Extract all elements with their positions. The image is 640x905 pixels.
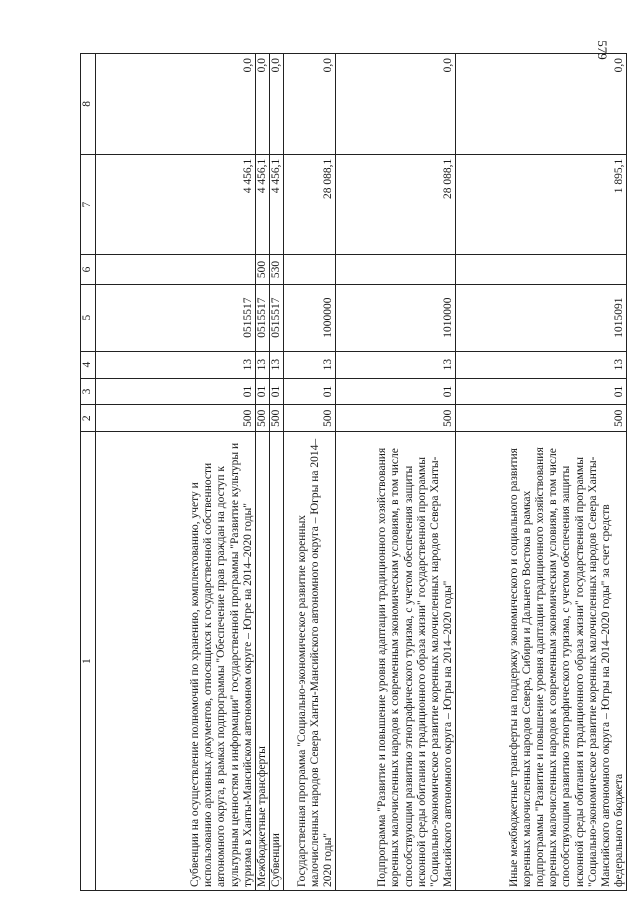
row-description: Межбюджетные трансферты xyxy=(256,432,270,891)
cell-c5: 0515517 xyxy=(256,284,270,351)
column-header: 5 xyxy=(81,284,96,351)
table-row xyxy=(284,54,336,891)
cell-c2: 500 xyxy=(456,405,627,432)
cell-c4: 13 xyxy=(284,351,336,378)
page-number: 579 xyxy=(594,40,610,60)
cell-c7: 1 895,1 xyxy=(456,154,627,255)
cell-c4: 13 xyxy=(256,351,270,378)
column-header: 6 xyxy=(81,255,96,284)
column-header: 8 xyxy=(81,54,96,155)
budget-table-wrapper xyxy=(80,53,640,891)
cell-c3: 01 xyxy=(284,378,336,405)
cell-c8: 0,0 xyxy=(270,54,284,155)
cell-c4: 13 xyxy=(456,351,627,378)
cell-c5: 1010000 xyxy=(336,284,456,351)
row-description: Иные межбюджетные трансферты на поддержку экономического и социального развития коренных малочисленных народов Севера, Сибири и Дальнего Востока в рамках подпрограммы "Развитие и повышение уровня адаптации традиционного хозяйствования коренных малочисленных народов к современным экономическим условиям, в том числе способствующим развитию этнографического туризма, с учетом обеспечения защиты исконной среды обитания и традиционного образа жизни" государственной программы "Социально-экономическое развитие коренных малочисленных народов Севера Ханты-Мансийского автономного округа – Югры на 2014–2020 годы" за счет средств федерального бюджета xyxy=(456,432,627,891)
table-row xyxy=(456,54,627,891)
row-description: Субвенции xyxy=(270,432,284,891)
table-header-row xyxy=(81,54,96,891)
cell-c7: 28 088,1 xyxy=(284,154,336,255)
cell-c2: 500 xyxy=(336,405,456,432)
rotated-page-area xyxy=(80,53,640,891)
cell-c2: 500 xyxy=(270,405,284,432)
table-row xyxy=(270,54,284,891)
cell-c8: 0,0 xyxy=(256,54,270,155)
cell-c6: 500 xyxy=(256,255,270,284)
cell-c7: 4 456,1 xyxy=(270,154,284,255)
row-description: Подпрограмма "Развитие и повышение уровня адаптации традиционного хозяйствования коренных малочисленных народов к современным экономическим условиям, в том числе способствующим развитию этнографического туризма, с учетом обеспечения защиты исконной среды обитания и традиционного образа жизни" государственной программы "Социально-экономическое развитие коренных малочисленных народов Севера Ханты-Мансийского автономного округа – Югры на 2014–2020 годы" xyxy=(336,432,456,891)
cell-c3: 01 xyxy=(456,378,627,405)
cell-c6 xyxy=(336,255,456,284)
column-header: 2 xyxy=(81,405,96,432)
cell-c8: 0,0 xyxy=(336,54,456,155)
cell-c5: 0515517 xyxy=(270,284,284,351)
cell-c7: 4 456,1 xyxy=(96,154,256,255)
table-row xyxy=(336,54,456,891)
budget-table xyxy=(80,53,627,891)
column-header: 1 xyxy=(81,432,96,891)
column-header: 7 xyxy=(81,154,96,255)
cell-c5: 1015091 xyxy=(456,284,627,351)
cell-c8: 0,0 xyxy=(284,54,336,155)
table-row xyxy=(256,54,270,891)
row-description: Государственная программа "Социально-экономическое развитие коренных малочисленных народов Севера Ханты-Мансийского автономного округа – Югры на 2014–2020 годы" xyxy=(284,432,336,891)
cell-c6: 530 xyxy=(270,255,284,284)
cell-c2: 500 xyxy=(256,405,270,432)
cell-c5: 0515517 xyxy=(96,284,256,351)
cell-c3: 01 xyxy=(336,378,456,405)
cell-c8: 0,0 xyxy=(96,54,256,155)
column-header: 3 xyxy=(81,378,96,405)
cell-c7: 28 088,1 xyxy=(336,154,456,255)
cell-c5: 1000000 xyxy=(284,284,336,351)
cell-c6 xyxy=(96,255,256,284)
cell-c8: 0,0 xyxy=(456,54,627,155)
row-description: Субвенции на осуществление полномочий по хранению, комплектованию, учету и использованию архивных документов, относящихся к государственной собственности автономного округа, в рамках подпрограммы "Обеспечение прав граждан на доступ к культурным ценностям и информации" государственной программы "Развитие культуры и туризма в Ханты-Мансийском автономном округе – Югре на 2014–2020 годы" xyxy=(96,432,256,891)
cell-c2: 500 xyxy=(284,405,336,432)
cell-c4: 13 xyxy=(270,351,284,378)
cell-c3: 01 xyxy=(256,378,270,405)
cell-c4: 13 xyxy=(96,351,256,378)
cell-c7: 4 456,1 xyxy=(256,154,270,255)
cell-c2: 500 xyxy=(96,405,256,432)
cell-c4: 13 xyxy=(336,351,456,378)
cell-c3: 01 xyxy=(96,378,256,405)
column-header: 4 xyxy=(81,351,96,378)
cell-c3: 01 xyxy=(270,378,284,405)
cell-c6 xyxy=(456,255,627,284)
cell-c6 xyxy=(284,255,336,284)
table-row xyxy=(96,54,256,891)
